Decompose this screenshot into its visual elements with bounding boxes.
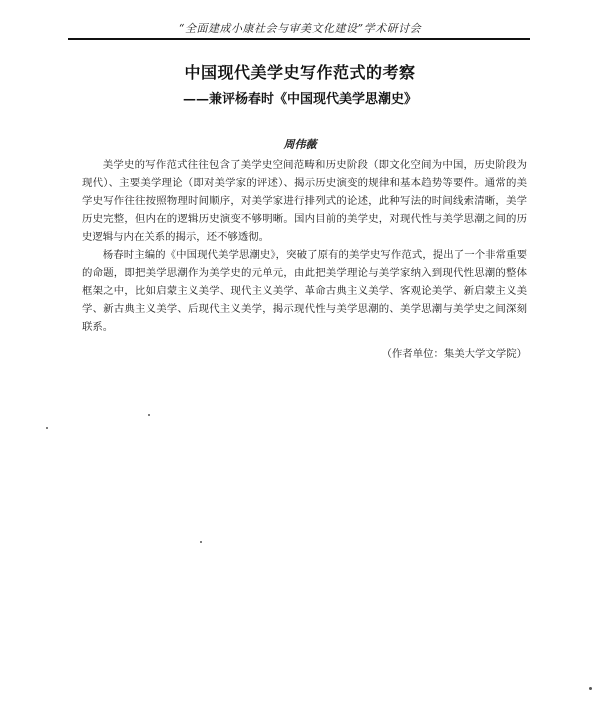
author-affiliation: （作者单位：集美大学文学院） [381,348,527,360]
body-paragraph-1: 美学史的写作范式往往包含了美学史空间范畴和历史阶段（即文化空间为中国，历史阶段为现代）、主要美学理论（即对美学家的评述）、揭示历史演变的规律和基本趋势等要件。通常的美学史写作往往按照物理时间顺序，对美学家进行排列式的论述，此种写法的时间线索清晰，美学历史完整，但内在的逻辑历史演变不够明晰。国内目前的美学史，对现代性与美学思潮之间的历史逻辑与内在关系的揭示，还不够透彻。 [82,159,527,243]
header-rule [68,38,530,40]
author-name: 周伟薇 [283,138,317,151]
scan-speck [46,427,48,429]
article-body [82,156,527,336]
scan-speck [148,414,150,416]
article-title: 中国现代美学史写作范式的考察 [184,63,416,82]
running-header: “全面建成小康社会与审美文化建设”学术研讨会 [178,22,422,35]
scan-speck [200,541,202,543]
body-paragraph-2: 杨春时主编的《中国现代美学思潮史》，突破了原有的美学史写作范式，提出了一个非常重要的命题，即把美学思潮作为美学史的元单元，由此把美学理论与美学家纳入到现代性思潮的整体框架之中，比如启蒙主义美学、现代主义美学、革命古典主义美学、客观论美学、新启蒙主义美学、新古典主义美学、后现代主义美学，揭示现代性与美学思潮的、美学思潮与美学史之间深刻联系。 [82,249,527,333]
article-subtitle: ——兼评杨春时《中国现代美学思潮史》 [182,92,417,107]
scan-speck [589,687,592,690]
